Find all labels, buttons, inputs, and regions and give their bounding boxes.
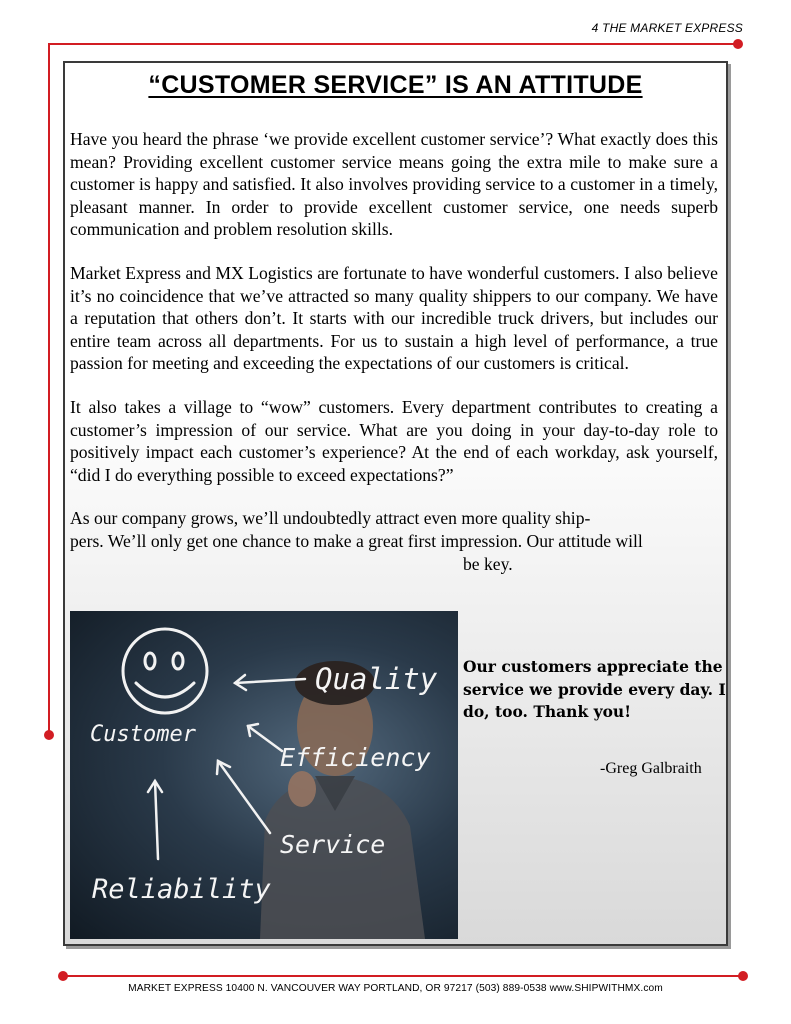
word-efficiency: Efficiency	[280, 743, 431, 772]
bottom-rule	[63, 975, 743, 977]
article-paragraph: Market Express and MX Logistics are fortunate to have wonderful customers. I also believe it’s no coincidence that we’ve attracted so many quality shippers to our company. We have a reputation that others don’t. It starts with our incredible truck drivers, but includes our entire team across all departments. For us to sustain a high level of performance, a true passion for meeting and exceeding the expectations of our customers is critical.	[70, 262, 718, 374]
article-paragraph-last	[70, 507, 718, 575]
article-paragraph: Have you heard the phrase ‘we provide excellent customer service’? What exactly does this mean? Providing excellent customer service means going the extra mile to make sure a customer is happy and satisfied. It also involves providing service to a customer in a timely, pleasant manner. In order to provide excellent customer service, one needs superb communication and problem resolution skills.	[70, 129, 718, 240]
article-line: pers. We’ll only get one chance to make a great first impression. Our attitude will	[70, 530, 643, 551]
closing-quote: Our customers appreciate the service we provide every day. I do, too. Thank you!	[463, 657, 726, 721]
top-rule-dot	[733, 39, 743, 49]
photo-illustration	[70, 611, 458, 939]
top-rule	[48, 43, 742, 45]
article-paragraph: It also takes a village to “wow” customers. Every department contributes to creating a customer’s impression of our service. What are you doing in your day-to-day role to positively impact each customer’s experience? At the end of each workday, ask yourself, “did I do everything possible to exceed expectations?”	[70, 396, 718, 485]
article-title: “CUSTOMER SERVICE” IS AN ATTITUDE	[148, 71, 643, 99]
customer-service-photo	[70, 611, 458, 939]
article-panel	[63, 61, 728, 946]
bottom-rule-dot-right	[738, 971, 748, 981]
page-header: 4 THE MARKET EXPRESS	[591, 21, 743, 35]
page-footer: MARKET EXPRESS 10400 N. VANCOUVER WAY PORTLAND, OR 97217 (503) 889-0538 www.SHIPWITHMX.com	[128, 983, 663, 994]
word-reliability: Reliability	[92, 874, 271, 905]
word-customer: Customer	[90, 722, 196, 747]
signature: -Greg Galbraith	[600, 760, 702, 777]
left-rule-dot	[44, 730, 54, 740]
smiley-icon	[123, 629, 207, 713]
person-figure	[260, 661, 425, 939]
left-rule	[48, 43, 50, 735]
word-service: Service	[280, 830, 386, 859]
article-line: As our company grows, we’ll undoubtedly attract even more quality ship-	[70, 508, 591, 529]
word-quality: Quality	[315, 662, 438, 696]
article-line: be key.	[463, 553, 513, 574]
bottom-rule-dot-left	[58, 971, 68, 981]
article-body	[70, 128, 718, 575]
